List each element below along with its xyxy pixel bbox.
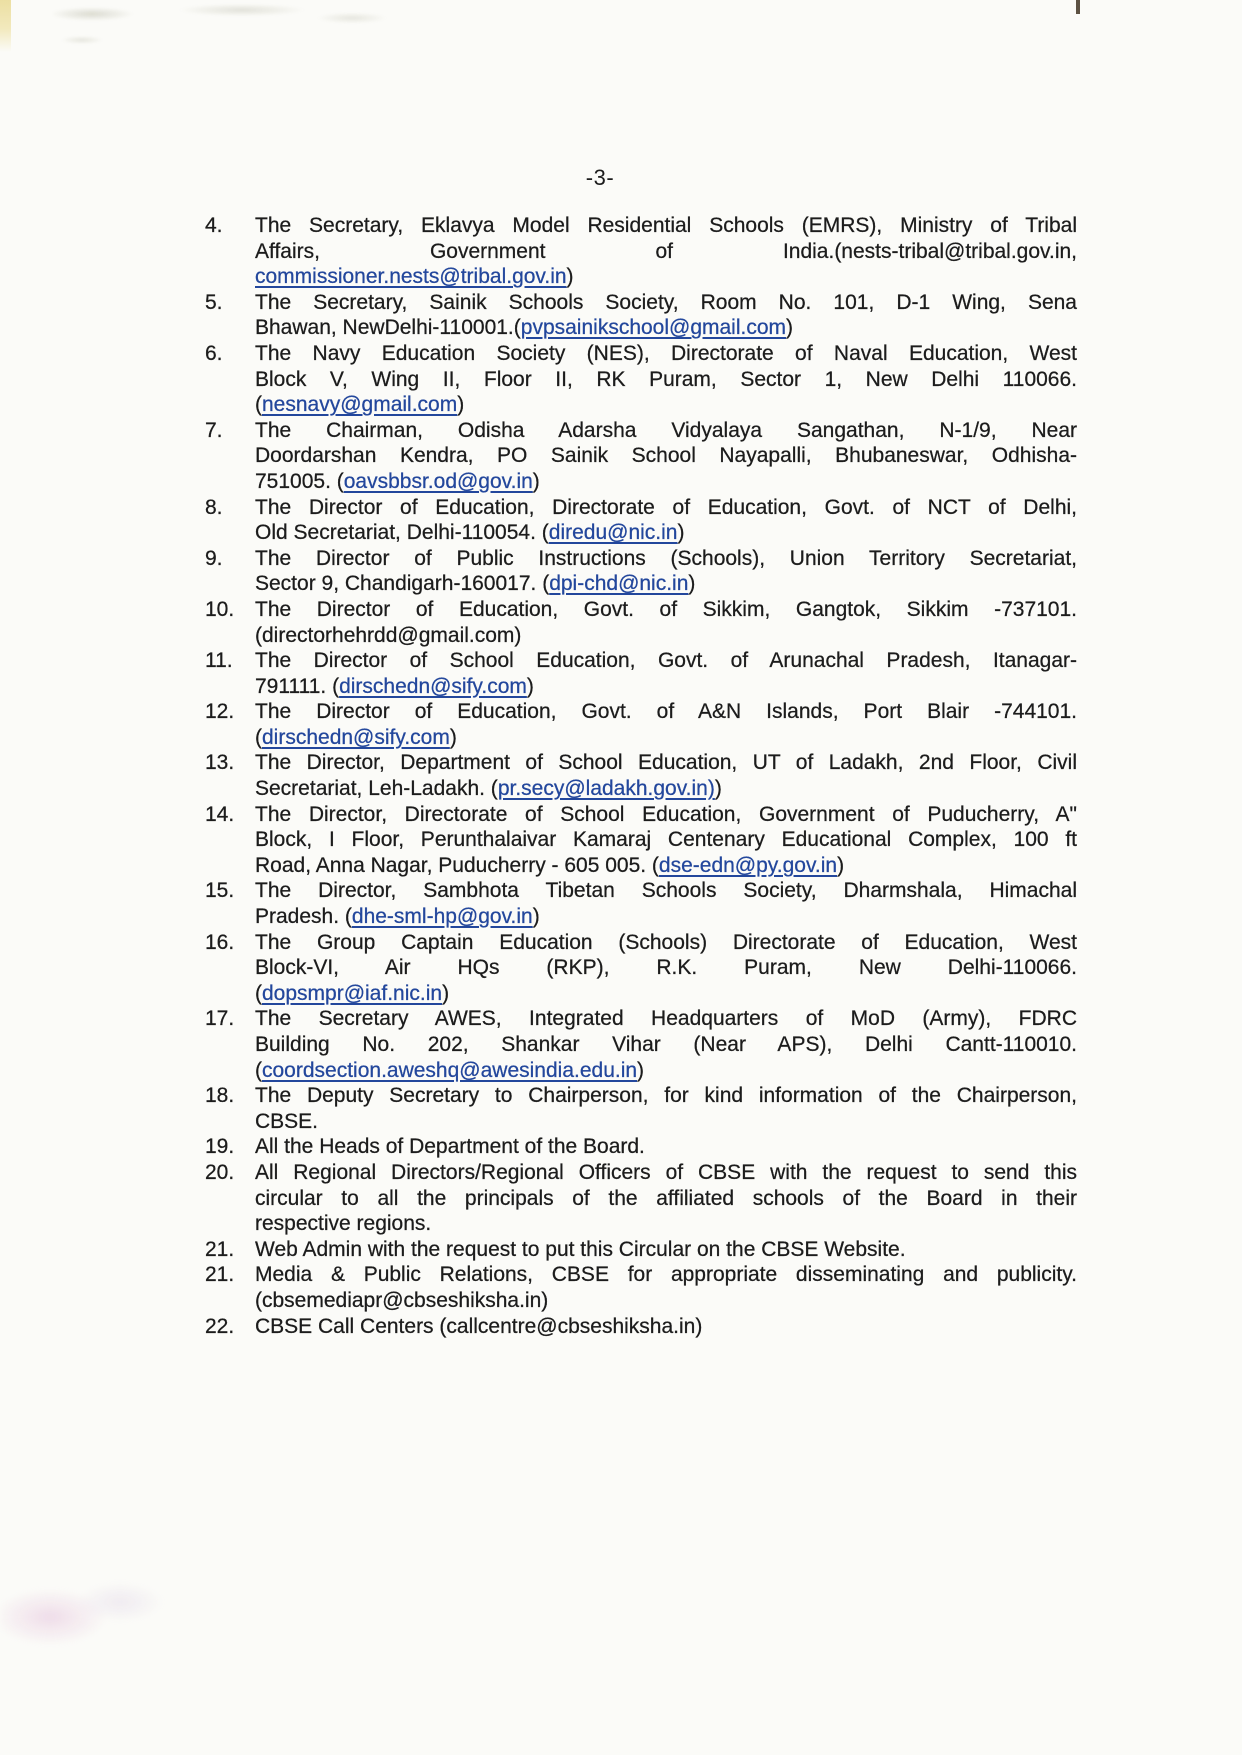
item-number: 5.	[205, 290, 223, 314]
list-item	[205, 878, 1077, 929]
item-line	[255, 1160, 1077, 1186]
list-item	[205, 341, 1077, 418]
text-segment: Web Admin with the request to put this Circular on the CBSE Website.	[255, 1237, 906, 1261]
email-link[interactable]: commissioner.nests@tribal.gov.in	[255, 265, 567, 289]
item-line	[255, 853, 1077, 879]
text-segment: The Director of Education, Govt. of A&N Islands, Port Blair -744101.	[255, 700, 1077, 724]
list-item	[205, 699, 1077, 750]
item-line	[255, 571, 1077, 597]
item-number: 22.	[205, 1314, 235, 1338]
text-segment: Sector 9, Chandigarh-160017. (	[255, 572, 550, 596]
text-segment: )	[526, 674, 534, 698]
email-link[interactable]: diredu@nic.in	[548, 521, 678, 545]
text-segment: )	[714, 777, 722, 801]
item-line	[255, 827, 1077, 853]
item-number: 11.	[205, 649, 233, 673]
list-item	[205, 802, 1077, 879]
text-segment: )	[532, 469, 540, 493]
text-segment: circular to all the principals of the affiliated schools of the Board in their	[255, 1186, 1077, 1210]
item-line	[255, 674, 1077, 700]
text-segment: (	[255, 1058, 262, 1082]
text-segment: )	[677, 521, 685, 545]
item-line	[255, 725, 1077, 751]
item-line	[255, 930, 1077, 956]
page-number: -3-	[585, 165, 615, 190]
text-segment: The Secretary, Sainik Schools Society, Room No. 101, D-1 Wing, Sena	[255, 290, 1077, 314]
scan-smudge-top	[52, 2, 452, 48]
text-segment: )	[786, 316, 794, 340]
text-segment: Block-VI, Air HQs (RKP), R.K. Puram, New Delhi-110066.	[255, 956, 1077, 980]
text-segment: Pradesh. (	[255, 905, 352, 929]
item-line	[255, 443, 1077, 469]
item-number: 8.	[205, 495, 223, 519]
text-segment: The Secretary, Eklavya Model Residential Schools (EMRS), Ministry of Tribal	[255, 214, 1077, 237]
item-line	[255, 264, 1077, 290]
email-link[interactable]: pvpsainikschool@gmail.com	[520, 316, 787, 340]
text-segment: The Director, Sambhota Tibetan Schools Society, Dharmshala, Himachal	[255, 879, 1077, 903]
text-segment: )	[566, 265, 574, 289]
text-segment: )	[449, 725, 457, 749]
item-line	[255, 290, 1077, 316]
text-segment: )	[457, 393, 465, 417]
list-item	[205, 213, 1077, 290]
item-number: 7.	[205, 418, 223, 442]
text-segment: (directorhehrdd@gmail.com)	[255, 623, 522, 647]
text-segment: The Director, Department of School Education, UT of Ladakh, 2nd Floor, Civil	[255, 751, 1077, 775]
paper-edge-strip	[0, 0, 11, 52]
text-segment: Road, Anna Nagar, Puducherry - 605 005. (	[255, 853, 659, 877]
item-number: 21.	[205, 1237, 235, 1261]
item-line	[255, 648, 1077, 674]
item-line	[255, 392, 1077, 418]
item-number: 9.	[205, 546, 223, 570]
item-line	[255, 904, 1077, 930]
email-link[interactable]: dpi-chd@nic.in	[549, 572, 689, 596]
text-segment: respective regions.	[255, 1212, 432, 1236]
list-item	[205, 1083, 1077, 1134]
item-number: 4.	[205, 214, 223, 237]
item-line	[255, 981, 1077, 1007]
list-item	[205, 1134, 1077, 1160]
email-link[interactable]: dirschedn@sify.com	[339, 674, 527, 698]
text-segment: The Deputy Secretary to Chairperson, for kind information of the Chairperson,	[255, 1084, 1077, 1108]
text-segment: )	[688, 572, 696, 596]
item-line	[255, 1262, 1077, 1288]
item-line	[255, 1058, 1077, 1084]
text-segment: The Director, Directorate of School Education, Government of Puducherry, A"	[255, 802, 1077, 826]
list-item	[205, 1160, 1077, 1237]
text-segment: Doordarshan Kendra, PO Sainik School Nayapalli, Bhubaneswar, Odhisha-	[255, 444, 1077, 468]
text-segment: Building No. 202, Shankar Vihar (Near APS), Delhi Cantt-110010.	[255, 1033, 1077, 1056]
text-segment: The Secretary AWES, Integrated Headquarters of MoD (Army), FDRC	[255, 1007, 1077, 1031]
text-segment: )	[442, 981, 450, 1005]
item-number: 19.	[205, 1135, 235, 1159]
text-segment: Block V, Wing II, Floor II, RK Puram, Sector 1, New Delhi 110066.	[255, 367, 1077, 391]
item-line	[255, 623, 1077, 649]
list-item	[205, 930, 1077, 1007]
item-line	[255, 315, 1077, 341]
text-segment: CBSE.	[255, 1109, 319, 1133]
item-number: 17.	[205, 1007, 235, 1031]
distribution-list	[205, 213, 1077, 1339]
item-number: 20.	[205, 1160, 235, 1184]
email-link[interactable]: nesnavy@gmail.com	[262, 393, 458, 417]
text-segment: All Regional Directors/Regional Officers of CBSE with the request to send this	[255, 1160, 1077, 1184]
item-line	[255, 802, 1077, 828]
item-line	[255, 418, 1077, 444]
item-line	[255, 239, 1077, 265]
item-line	[255, 1186, 1077, 1212]
item-number: 10.	[205, 597, 235, 621]
text-segment: Old Secretariat, Delhi-110054. (	[255, 521, 549, 545]
text-segment: (	[255, 725, 262, 749]
email-link[interactable]: dopsmpr@iaf.nic.in	[262, 981, 443, 1005]
list-item	[205, 1006, 1077, 1083]
item-line	[255, 546, 1077, 572]
text-segment: (cbsemediapr@cbseshiksha.in)	[255, 1288, 549, 1312]
text-segment: 791111. (	[255, 674, 340, 698]
email-link[interactable]: dirschedn@sify.com	[262, 725, 450, 749]
item-line	[255, 213, 1077, 239]
item-number: 16.	[205, 930, 235, 954]
list-item	[205, 1262, 1077, 1313]
item-line	[255, 878, 1077, 904]
list-item	[205, 1314, 1077, 1340]
item-number: 12.	[205, 700, 235, 724]
item-number: 6.	[205, 341, 223, 365]
item-line	[255, 955, 1077, 981]
text-segment: All the Heads of Department of the Board.	[255, 1135, 645, 1159]
item-number: 14.	[205, 802, 235, 826]
item-number: 13.	[205, 751, 235, 775]
text-segment: The Chairman, Odisha Adarsha Vidyalaya Sangathan, N-1/9, Near	[255, 418, 1077, 442]
list-item	[205, 648, 1077, 699]
item-line	[255, 469, 1077, 495]
text-segment: Secretariat, Leh-Ladakh. (	[255, 777, 498, 801]
text-segment: The Director of Public Instructions (Schools), Union Territory Secretariat,	[255, 546, 1077, 570]
item-line	[255, 1288, 1077, 1314]
email-link[interactable]: coordsection.aweshq@awesindia.edu.in	[262, 1058, 638, 1082]
text-segment: The Director of Education, Directorate of Education, Govt. of NCT of Delhi,	[255, 495, 1077, 519]
item-line	[255, 597, 1077, 623]
item-line	[255, 1134, 1077, 1160]
item-line	[255, 699, 1077, 725]
item-line	[255, 750, 1077, 776]
item-number: 15.	[205, 879, 235, 903]
email-link[interactable]: oavsbbsr.od@gov.in	[343, 469, 533, 493]
item-line	[255, 520, 1077, 546]
list-item	[205, 495, 1077, 546]
item-line	[255, 495, 1077, 521]
list-item	[205, 290, 1077, 341]
item-line	[255, 776, 1077, 802]
list-item	[205, 546, 1077, 597]
text-segment: The Director of School Education, Govt. of Arunachal Pradesh, Itanagar-	[255, 649, 1077, 673]
email-link[interactable]: dhe-sml-hp@gov.in	[351, 905, 533, 929]
text-segment: )	[532, 905, 540, 929]
item-line	[255, 367, 1077, 393]
email-link[interactable]: dse-edn@py.gov.in	[658, 853, 838, 877]
text-segment: Block, I Floor, Perunthalaivar Kamaraj Centenary Educational Complex, 100 ft	[255, 828, 1077, 852]
list-item	[205, 418, 1077, 495]
item-line	[255, 1314, 1077, 1340]
text-segment: )	[637, 1058, 645, 1082]
text-segment: )	[837, 853, 845, 877]
item-line	[255, 341, 1077, 367]
item-line	[255, 1032, 1077, 1058]
scan-smudge-bottom-left	[0, 1572, 170, 1672]
list-item	[205, 1237, 1077, 1263]
text-segment: Affairs, Government of India.(nests-tribal@tribal.gov.in,	[255, 239, 1077, 263]
text-segment: 751005. (	[255, 469, 344, 493]
email-link[interactable]: pr.secy@ladakh.gov.in)	[497, 777, 715, 801]
item-line	[255, 1006, 1077, 1032]
item-number: 18.	[205, 1084, 235, 1108]
text-segment: (	[255, 981, 262, 1005]
item-number: 21.	[205, 1263, 235, 1287]
item-line	[255, 1109, 1077, 1135]
list-item	[205, 750, 1077, 801]
list-item	[205, 597, 1077, 648]
item-line	[255, 1083, 1077, 1109]
item-line	[255, 1211, 1077, 1237]
text-segment: Bhawan, NewDelhi-110001.(	[255, 316, 521, 340]
item-line	[255, 1237, 1077, 1263]
text-segment: The Navy Education Society (NES), Directorate of Naval Education, West	[255, 341, 1077, 365]
scan-tick-mark	[1076, 0, 1080, 14]
text-segment: (	[255, 393, 262, 417]
text-segment: The Group Captain Education (Schools) Directorate of Education, West	[255, 930, 1077, 954]
text-segment: CBSE Call Centers (callcentre@cbseshiksha.in)	[255, 1314, 703, 1338]
text-segment: Media & Public Relations, CBSE for appropriate disseminating and publicity.	[255, 1263, 1077, 1287]
text-segment: The Director of Education, Govt. of Sikkim, Gangtok, Sikkim -737101.	[255, 597, 1077, 621]
